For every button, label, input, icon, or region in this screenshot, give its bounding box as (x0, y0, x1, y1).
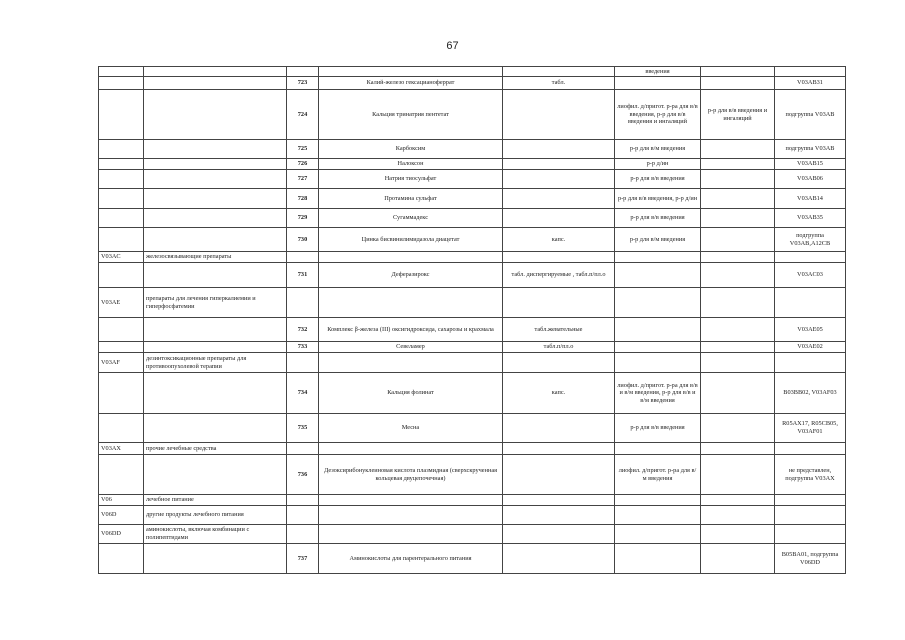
row-number: 733 (287, 342, 319, 353)
modified-form (615, 288, 701, 318)
table-row (99, 263, 846, 288)
modified-form (615, 263, 701, 288)
dosage-form (503, 67, 615, 77)
atc-code: V03AE05 (775, 318, 846, 342)
atc-group-name: дезинтоксикационные препараты для противоопухолевой терапии (144, 353, 287, 373)
modified-form (615, 525, 701, 544)
extra-form (701, 170, 775, 189)
atc-group-code: V06 (99, 495, 144, 506)
drug-name: Карбоксим (319, 140, 503, 159)
row-number: 729 (287, 209, 319, 228)
extra-form (701, 373, 775, 414)
extra-form (701, 506, 775, 525)
atc-group-name (144, 544, 287, 574)
atc-group-code (99, 67, 144, 77)
table-row (99, 342, 846, 353)
row-number: 731 (287, 263, 319, 288)
modified-form: р-р д/ин (615, 159, 701, 170)
row-number (287, 525, 319, 544)
dosage-form (503, 525, 615, 544)
atc-group-code (99, 373, 144, 414)
dosage-form (503, 209, 615, 228)
dosage-form (503, 495, 615, 506)
extra-form (701, 414, 775, 443)
row-number: 728 (287, 189, 319, 209)
row-number: 734 (287, 373, 319, 414)
atc-group-code (99, 544, 144, 574)
atc-group-code: V06D (99, 506, 144, 525)
modified-form: лиофил. д/пригот. р-ра для в/в и в/м введения, р-р для в/в и в/м введения (615, 373, 701, 414)
atc-code: подгруппа V03AB (775, 140, 846, 159)
table-row (99, 353, 846, 373)
dosage-form (503, 506, 615, 525)
dosage-form (503, 288, 615, 318)
drug-name: Дезоксирибонуклеиновая кислота плазмидная (сверхскрученная кольцевая двуцепочечная) (319, 455, 503, 495)
table-row (99, 318, 846, 342)
extra-form (701, 353, 775, 373)
dosage-form: табл.п/пл.о (503, 342, 615, 353)
modified-form (615, 443, 701, 455)
dosage-form (503, 443, 615, 455)
drug-name (319, 288, 503, 318)
drug-name: Налоксон (319, 159, 503, 170)
atc-code (775, 443, 846, 455)
dosage-form: капс. (503, 373, 615, 414)
atc-code: V03AB31 (775, 77, 846, 90)
row-number (287, 353, 319, 373)
table-row (99, 67, 846, 77)
atc-group-code: V03AF (99, 353, 144, 373)
dosage-form (503, 353, 615, 373)
table-body (99, 67, 846, 574)
atc-code (775, 495, 846, 506)
extra-form (701, 140, 775, 159)
atc-group-name (144, 209, 287, 228)
modified-form: р-р для в/м введения (615, 228, 701, 252)
extra-form (701, 67, 775, 77)
table-row (99, 288, 846, 318)
dosage-form: капс. (503, 228, 615, 252)
modified-form (615, 544, 701, 574)
atc-code: V03AE02 (775, 342, 846, 353)
atc-group-code: V03AC (99, 252, 144, 263)
atc-group-name (144, 263, 287, 288)
atc-code (775, 525, 846, 544)
modified-form: р-р для в/в введения, р-р д/ин (615, 189, 701, 209)
atc-group-code (99, 228, 144, 252)
atc-code: V03AB15 (775, 159, 846, 170)
drug-table (98, 66, 846, 574)
dosage-form (503, 252, 615, 263)
extra-form (701, 77, 775, 90)
dosage-form (503, 189, 615, 209)
atc-group-name (144, 90, 287, 140)
extra-form (701, 544, 775, 574)
row-number: 737 (287, 544, 319, 574)
dosage-form: табл. (503, 77, 615, 90)
extra-form (701, 209, 775, 228)
modified-form: лиофил. д/пригот. р-ра для в/м введения (615, 455, 701, 495)
row-number: 725 (287, 140, 319, 159)
atc-group-code (99, 342, 144, 353)
drug-name: Кальция тринатрия пентетат (319, 90, 503, 140)
extra-form (701, 495, 775, 506)
row-number (287, 288, 319, 318)
row-number: 732 (287, 318, 319, 342)
table-row (99, 544, 846, 574)
row-number (287, 495, 319, 506)
atc-group-code (99, 263, 144, 288)
table-row (99, 228, 846, 252)
atc-group-name (144, 228, 287, 252)
drug-name: Калий-железо гексацианоферрат (319, 77, 503, 90)
atc-code: не представлен, подгруппа V03AX (775, 455, 846, 495)
atc-group-name: другие продукты лечебного питания (144, 506, 287, 525)
table-row (99, 140, 846, 159)
atc-group-name (144, 414, 287, 443)
atc-group-name (144, 342, 287, 353)
atc-group-name (144, 318, 287, 342)
atc-group-name: препараты для лечения гиперкалиемии и гиперфосфатемии (144, 288, 287, 318)
table-row (99, 506, 846, 525)
dosage-form (503, 140, 615, 159)
row-number (287, 443, 319, 455)
row-number: 723 (287, 77, 319, 90)
atc-code (775, 67, 846, 77)
modified-form: р-р для в/в введения (615, 170, 701, 189)
table-row (99, 189, 846, 209)
atc-group-name: аминокислоты, включая комбинации с полипептидами (144, 525, 287, 544)
extra-form (701, 443, 775, 455)
table-row (99, 209, 846, 228)
atc-group-code: V03AX (99, 443, 144, 455)
atc-group-name (144, 67, 287, 77)
atc-group-code (99, 455, 144, 495)
extra-form (701, 263, 775, 288)
row-number: 727 (287, 170, 319, 189)
atc-group-code (99, 90, 144, 140)
extra-form (701, 159, 775, 170)
atc-group-code (99, 140, 144, 159)
row-number: 730 (287, 228, 319, 252)
drug-name (319, 495, 503, 506)
atc-group-name (144, 159, 287, 170)
modified-form (615, 252, 701, 263)
drug-name: Протамина сульфат (319, 189, 503, 209)
table-row (99, 373, 846, 414)
dosage-form (503, 544, 615, 574)
row-number (287, 506, 319, 525)
table-row (99, 443, 846, 455)
drug-name (319, 353, 503, 373)
modified-form (615, 342, 701, 353)
extra-form (701, 228, 775, 252)
row-number: 726 (287, 159, 319, 170)
atc-group-name: лечебное питание (144, 495, 287, 506)
drug-name: Аминокислоты для парентерального питания (319, 544, 503, 574)
table-row (99, 170, 846, 189)
table-row (99, 159, 846, 170)
atc-group-code (99, 77, 144, 90)
atc-code: V03AB35 (775, 209, 846, 228)
atc-group-code (99, 318, 144, 342)
dosage-form: табл.жевательные (503, 318, 615, 342)
table-row (99, 525, 846, 544)
atc-code (775, 353, 846, 373)
table-row (99, 90, 846, 140)
row-number: 736 (287, 455, 319, 495)
row-number (287, 252, 319, 263)
modified-form (615, 353, 701, 373)
modified-form: р-р для в/в введения (615, 414, 701, 443)
extra-form (701, 189, 775, 209)
modified-form: р-р для в/в введения (615, 209, 701, 228)
modified-form: лиофил. д/пригот. р-ра для в/в введения, р-р для в/в введения и ингаляций (615, 90, 701, 140)
atc-code: подгруппа V03AB (775, 90, 846, 140)
atc-code (775, 506, 846, 525)
extra-form (701, 342, 775, 353)
atc-code: V03AB14 (775, 189, 846, 209)
table-row (99, 252, 846, 263)
modified-form (615, 506, 701, 525)
drug-name: Севеламер (319, 342, 503, 353)
dosage-form: табл. диспергируемые , табл.п/пл.о (503, 263, 615, 288)
atc-group-name (144, 170, 287, 189)
page-number: 67 (446, 40, 459, 52)
drug-name: Сугаммадекс (319, 209, 503, 228)
atc-code: B03BB02, V03AF03 (775, 373, 846, 414)
drug-name: Комплекс β-железа (III) оксигидроксида, сахарозы и крахмала (319, 318, 503, 342)
atc-code (775, 252, 846, 263)
atc-code (775, 288, 846, 318)
table-row (99, 495, 846, 506)
atc-code: B05BA01, подгруппа V06DD (775, 544, 846, 574)
extra-form (701, 525, 775, 544)
atc-group-name (144, 77, 287, 90)
atc-code: R05AX17, R05CB05, V03AF01 (775, 414, 846, 443)
modified-form: р-р для в/м введения (615, 140, 701, 159)
drug-name: Цинка бисвинилимидазола диацетат (319, 228, 503, 252)
dosage-form (503, 159, 615, 170)
table-row (99, 455, 846, 495)
atc-code: подгруппа V03AB,A12CB (775, 228, 846, 252)
drug-name (319, 525, 503, 544)
atc-group-code (99, 209, 144, 228)
drug-name (319, 252, 503, 263)
modified-form (615, 495, 701, 506)
atc-group-code: V06DD (99, 525, 144, 544)
atc-group-name (144, 189, 287, 209)
drug-name (319, 443, 503, 455)
extra-form: р-р для в/в введения и ингаляций (701, 90, 775, 140)
atc-code: V03AB06 (775, 170, 846, 189)
drug-name: Кальция фолинат (319, 373, 503, 414)
atc-group-code (99, 414, 144, 443)
atc-group-name: прочие лечебные средства (144, 443, 287, 455)
extra-form (701, 288, 775, 318)
dosage-form (503, 170, 615, 189)
modified-form (615, 318, 701, 342)
atc-group-code (99, 170, 144, 189)
table-row (99, 77, 846, 90)
atc-group-name (144, 140, 287, 159)
atc-group-name: железосвязывающие препараты (144, 252, 287, 263)
drug-name: Месна (319, 414, 503, 443)
atc-code: V03AC03 (775, 263, 846, 288)
drug-name: Натрия тиосульфат (319, 170, 503, 189)
row-number: 735 (287, 414, 319, 443)
dosage-form (503, 455, 615, 495)
dosage-form (503, 414, 615, 443)
row-number (287, 67, 319, 77)
dosage-form (503, 90, 615, 140)
modified-form (615, 77, 701, 90)
atc-group-code (99, 189, 144, 209)
drug-name (319, 506, 503, 525)
atc-group-code: V03AE (99, 288, 144, 318)
extra-form (701, 318, 775, 342)
table-row (99, 414, 846, 443)
atc-group-name (144, 373, 287, 414)
atc-group-name (144, 455, 287, 495)
row-number: 724 (287, 90, 319, 140)
extra-form (701, 455, 775, 495)
modified-form: введения (615, 67, 701, 77)
extra-form (701, 252, 775, 263)
atc-group-code (99, 159, 144, 170)
drug-name (319, 67, 503, 77)
drug-name: Деферазирокс (319, 263, 503, 288)
